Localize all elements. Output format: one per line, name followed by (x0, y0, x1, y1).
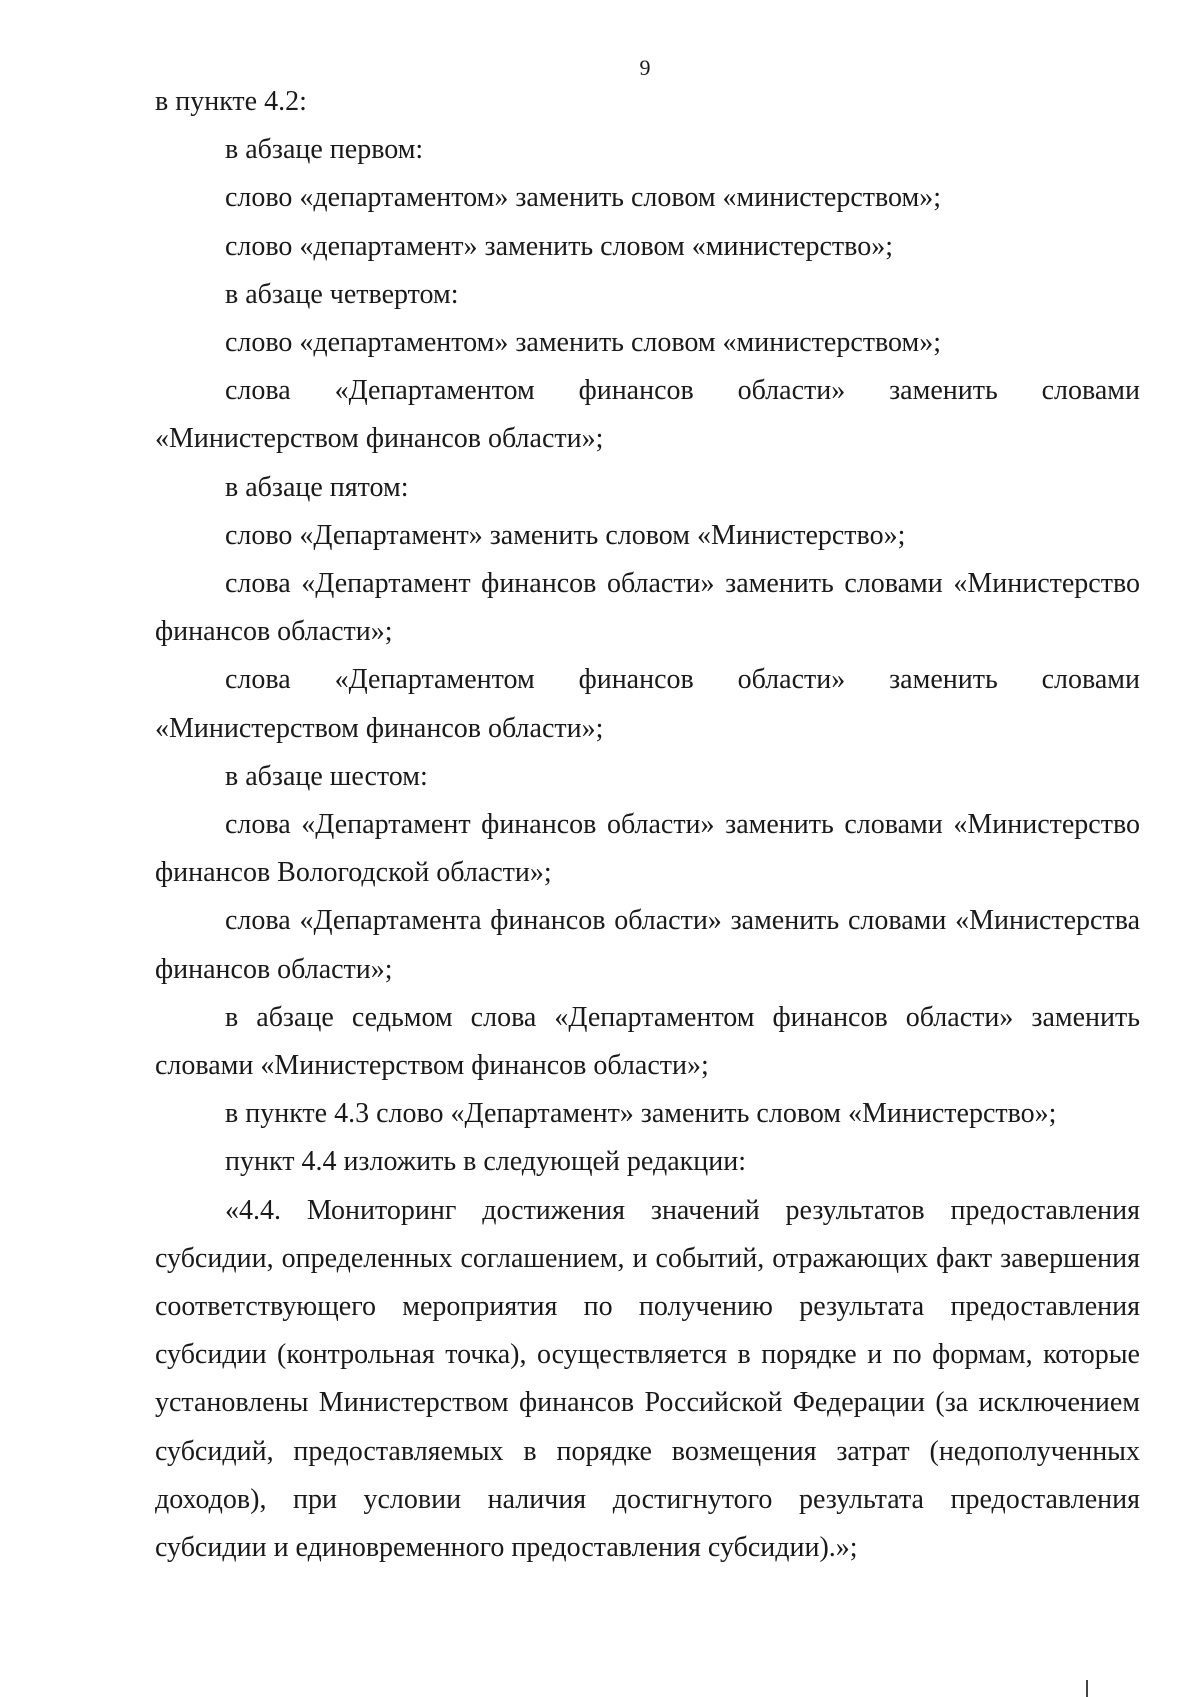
paragraph: слова «Департаментом финансов области» заменить словами «Министерством финансов области»; (155, 664, 1140, 744)
paragraph: в абзаце четвертом: (225, 278, 459, 310)
paragraph: слова «Департамент финансов области» заменить словами «Министерство финансов области»; (155, 568, 1140, 648)
paragraph: в пункте 4.2: (155, 86, 307, 117)
paragraph: пункт 4.4 изложить в следующей редакции: (225, 1146, 746, 1178)
page-number: 9 (639, 55, 651, 80)
paragraph: слово «Департамент» заменить словом «Министерство»; (225, 519, 906, 551)
paragraph: «4.4. Мониторинг достижения значений результатов предоставления субсидии, определенных соглашением, и событий, отражающих факт завершения соответствующего мероприятия по получению результата предоставления субсидии (контрольная точка), осуществляется в порядке и по формам, которые установлены Министерством финансов Российской Федерации (за исключением субсидий, предоставляемых в порядке возмещения затрат (недополученных доходов), при условии наличия достигнутого результата предоставления субсидии и единовременного предоставления субсидии).»; (155, 1194, 1140, 1564)
paragraph: в абзаце седьмом слова «Департаментом финансов области» заменить словами «Министерством финансов области»; (155, 1001, 1140, 1082)
paragraph: слова «Департамент финансов области» заменить словами «Министерство финансов Вологодской области»; (155, 809, 1140, 889)
scan-mark (1086, 1680, 1088, 1697)
paragraph: в абзаце шестом: (225, 760, 428, 792)
paragraph: слово «департамент» заменить словом «министерство»; (225, 230, 893, 262)
paragraph: в абзаце пятом: (225, 471, 409, 503)
paragraph: слова «Департаментом финансов области» заменить словами «Министерством финансов области»; (155, 375, 1140, 455)
paragraph: в пункте 4.3 слово «Департамент» заменить словом «Министерство»; (225, 1098, 1057, 1130)
paragraph: в абзаце первом: (225, 134, 424, 166)
paragraph: слово «департаментом» заменить словом «министерством»; (225, 182, 941, 214)
paragraph: слова «Департамента финансов области» заменить словами «Министерства финансов области»; (155, 905, 1140, 985)
document-body (155, 78, 1140, 1572)
paragraph: слово «департаментом» заменить словом «министерством»; (225, 327, 941, 359)
